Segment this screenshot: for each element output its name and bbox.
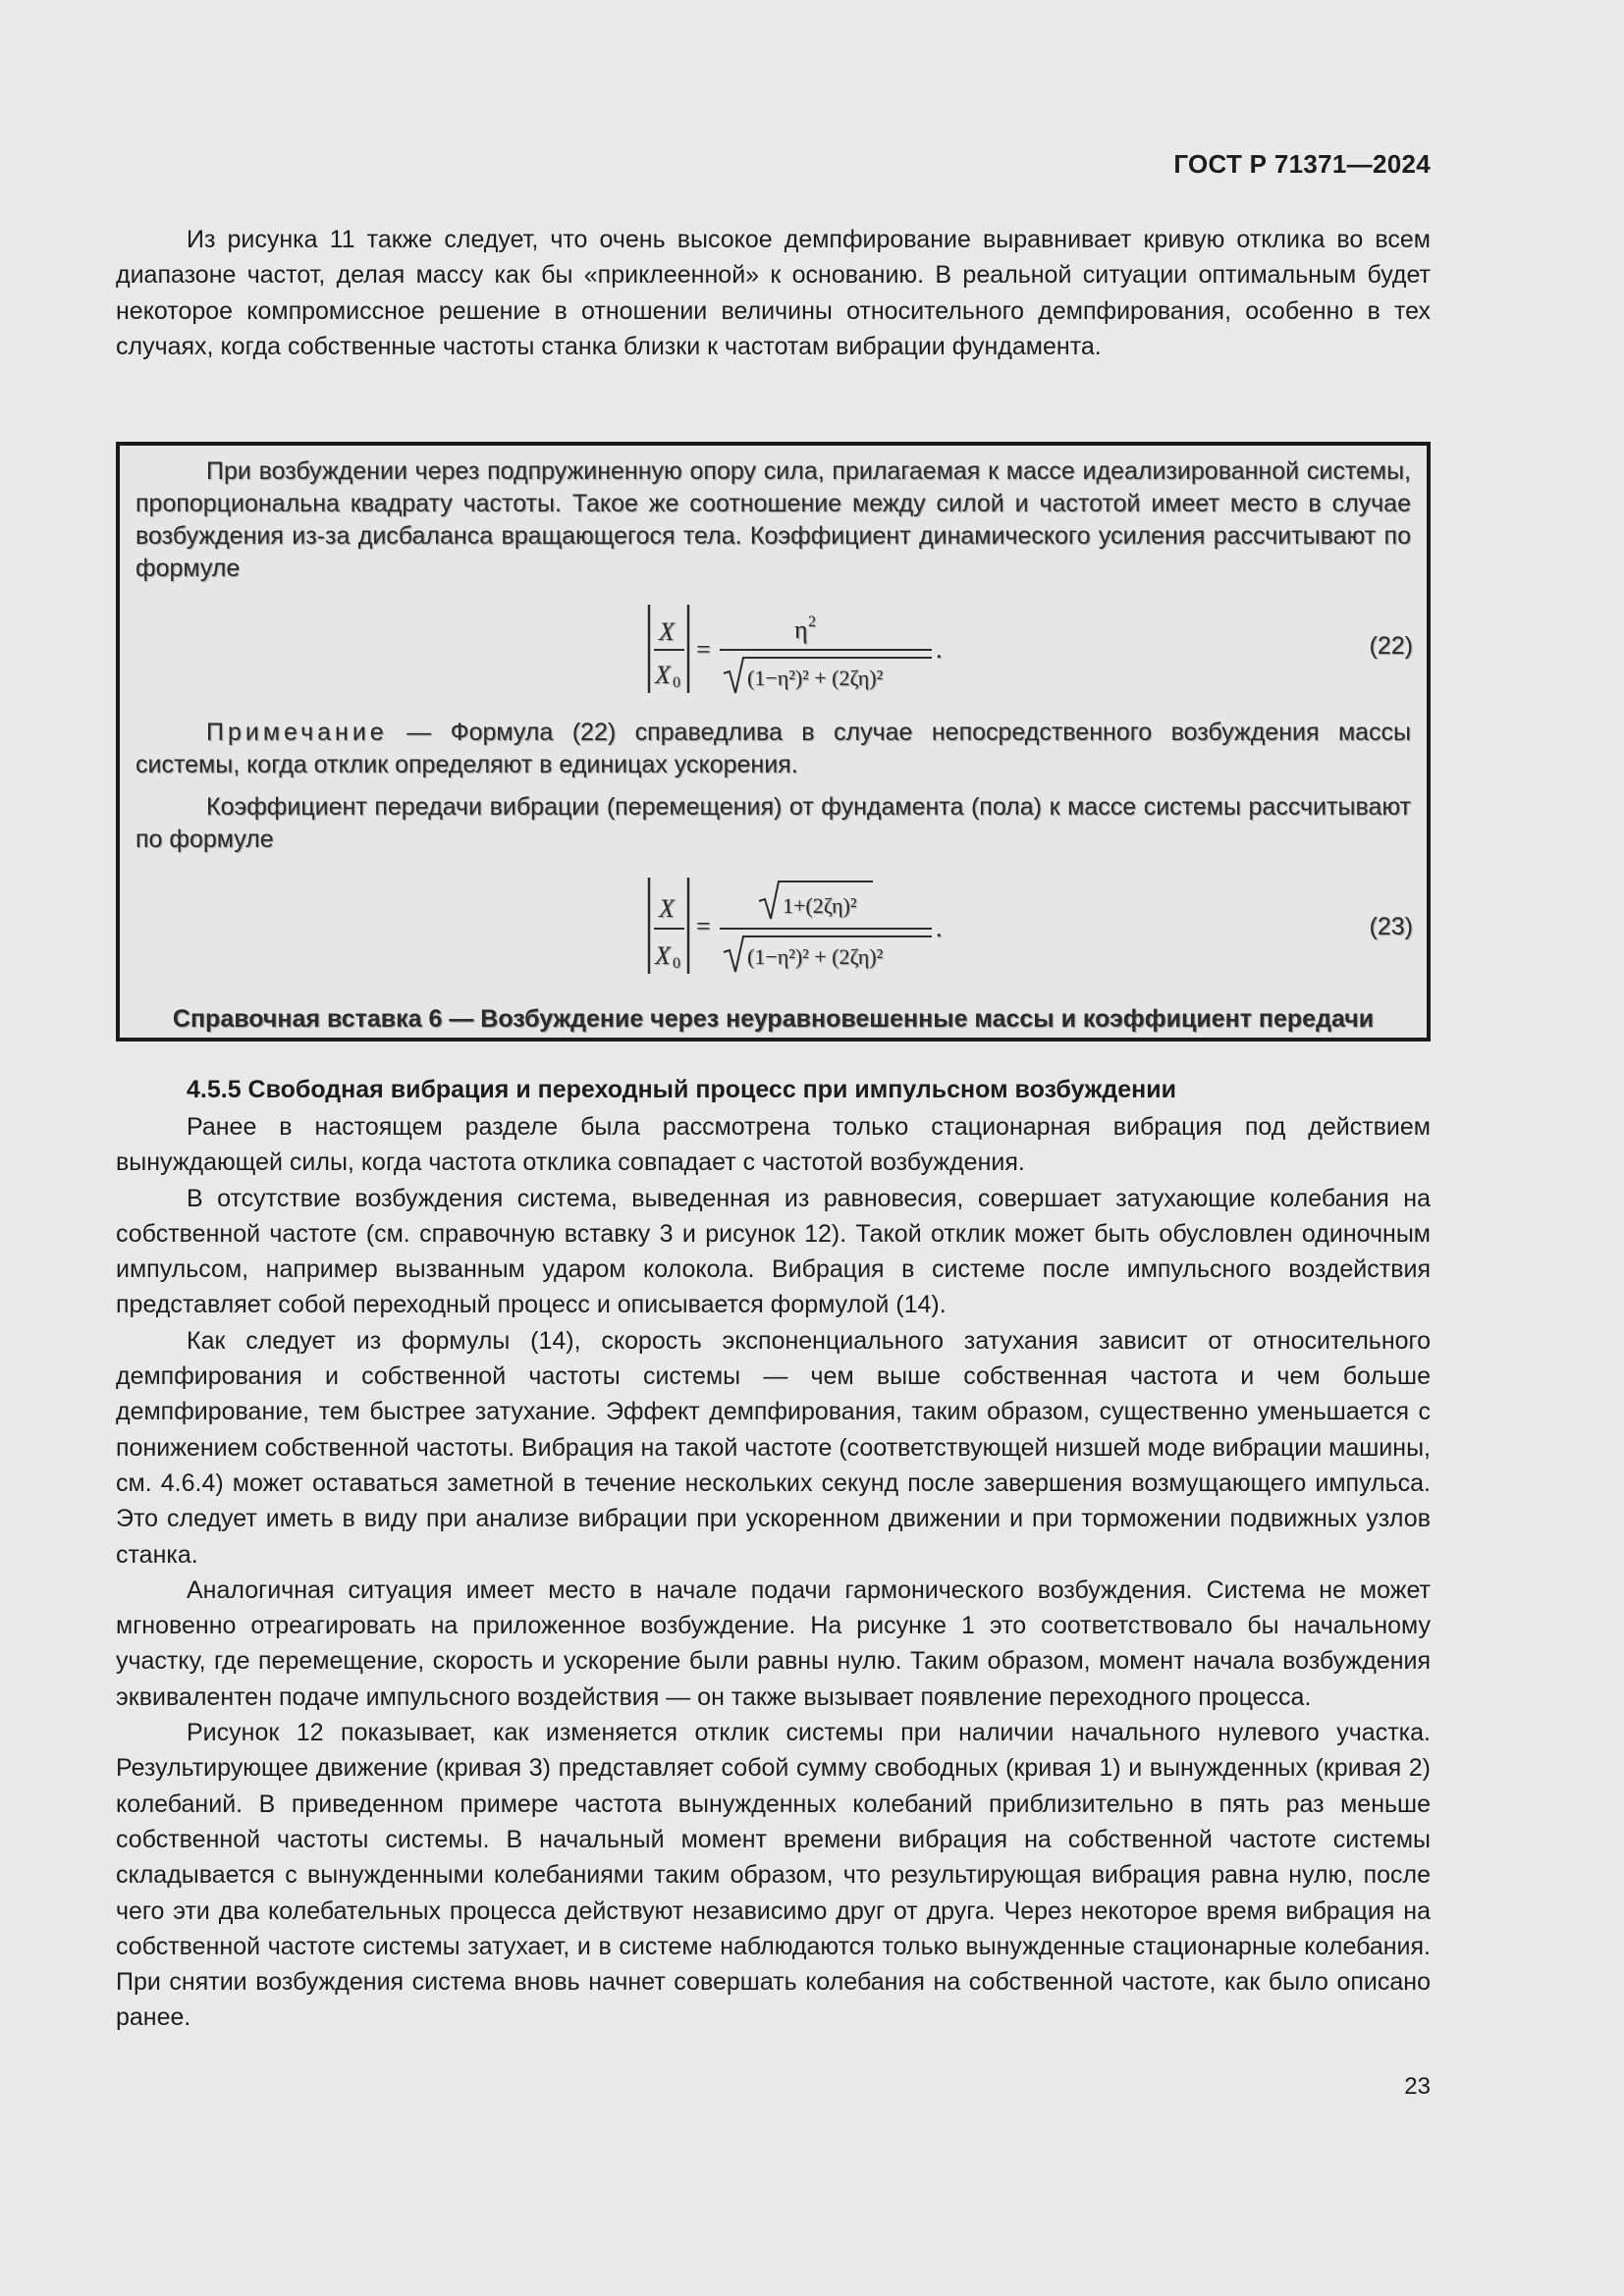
f22-den: (1−η²)² + (2ζη)² [747,666,884,690]
f22-lhs-den: X [655,661,671,689]
svg-text:=: = [696,912,711,940]
formula-22-number: (22) [1369,632,1413,660]
intro-text [116,222,1431,364]
reference-insert-box [116,442,1431,1041]
page-number: 23 [1404,2073,1431,2100]
section-paragraph: Ранее в настоящем разделе была рассмотрена только стационарная вибрация под действием вынуждающей силы, когда частота отклика совпадает с частотой возбуждения. [116,1113,1431,1177]
f22-lhs-den-sub: 0 [673,674,680,691]
f23-punct: . [936,914,943,942]
f23-den: (1−η²)² + (2ζη)² [747,944,884,969]
f23-lhs-den: X [655,941,671,970]
note-text: — Формула (22) справедлива в случае непосредственного возбуждения массы системы, когда отклик определяют в единицах ускорения. [135,719,1411,778]
svg-text:=: = [696,635,711,664]
section-paragraph: В отсутствие возбуждения система, выведенная из равновесия, совершает затухающие колебания на собственной частоте (см. справочную вставку 3 и рисунок 12). Такой отклик может быть обусловлен одиночным импульсом, например вызванным ударом колокола. Вибрация в системе после импульсного воздействия представляет собой переходный процесс и описывается формулой (14). [116,1184,1431,1319]
f23-lhs-den-sub: 0 [673,955,680,972]
f22-punct: . [936,635,943,664]
f22-lhs-num: X [659,617,675,646]
insert-paragraph-2: Коэффициент передачи вибрации (перемещения) от фундамента (пола) к массе системы рассчитывают по формуле [135,793,1411,853]
formula-22 [120,603,1427,701]
section-paragraph: Как следует из формулы (14), скорость экспоненциального затухания зависит от относительного демпфирования и собственной частоты системы — чем выше собственная частота и чем больше демпфирование, тем быстрее затухание. Эффект демпфирования, таким образом, существенно уменьшается с понижением собственной частоты. Вибрация на такой частоте (соответствующей низшей моде вибрации машины, см. 4.6.4) может оставаться заметной в течение нескольких секунд после завершения возмущающего импульса. Это следует иметь в виду при анализе вибрации при ускоренном движении и при торможении подвижных узлов станка. [116,1326,1431,1569]
formula-23-graphic [645,874,979,982]
f23-num: 1+(2ζη)² [783,893,857,918]
section-body [116,1109,1431,2036]
formula-23-number: (23) [1369,913,1413,940]
insert-note [135,717,1411,781]
section-paragraph: Рисунок 12 показывает, как изменяется отклик системы при наличии начального нулевого участка. Результирующее движение (кривая 3) представляет собой сумму свободных (кривая 1) и вынужденных (кривая 2) колебаний. В приведенном примере частота вынужденных колебаний приблизительно в пять раз меньше собственной частоты системы. В начальный момент времени вибрация на собственной частоте системы складывается с вынужденными колебаниями таким образом, что результирующая вибрация равна нулю, после чего эти два колебательных процесса действуют независимо друг от друга. Через некоторое время вибрация на собственной частоте системы затухает, и в системе наблюдаются только вынужденные стационарные колебания. При снятии возбуждения система вновь начнет совершать колебания на собственной частоте, как было описано ранее. [116,1719,1431,2032]
insert-caption: Справочная вставка 6 — Возбуждение через неуравновешенные массы и коэффициент передачи [172,1005,1375,1033]
f22-num-sup: 2 [808,614,816,630]
intro-paragraph: Из рисунка 11 также следует, что очень высокое демпфирование выравнивает кривую отклика во всем диапазоне частот, делая массу как бы «приклеенной» к основанию. В реальной ситуации оптимальным будет некоторое компромиссное решение в отношении величины относительного демпфирования, особенно в тех случаях, когда собственные частоты станка близки к частотам вибрации фундамента. [116,226,1431,360]
insert-paragraph-1: При возбуждении через подпружиненную опору сила, прилагаемая к массе идеализированной системы, пропорциональна квадрату частоты. Такое же соотношение между силой и частотой имеет место в случае возбуждения из-за дисбаланса вращающегося тела. Коэффициент динамического усиления рассчитывают по формуле [135,457,1411,582]
formula-22-graphic [645,603,979,701]
f23-lhs-num: X [659,894,675,923]
insert-paragraph-2-wrap [135,791,1411,856]
formula-23 [120,874,1427,982]
section-title: 4.5.5 Свободная вибрация и переходный процесс при импульсном возбуждении [187,1076,1176,1103]
note-label: Примечание [206,719,388,746]
f22-num: η [794,615,808,644]
insert-paragraph-1-wrap [135,455,1411,585]
section-paragraph: Аналогичная ситуация имеет место в начале подачи гармонического возбуждения. Система не может мгновенно отреагировать на приложенное возбуждение. На рисунке 1 это соответствовало бы начальному участку, где перемещение, скорость и ускорение были равны нулю. Таким образом, момент начала возбуждения эквивалентен подаче импульсного воздействия — он также вызывает появление переходного процесса. [116,1575,1431,1711]
document-header: ГОСТ Р 71371—2024 [1173,149,1431,179]
